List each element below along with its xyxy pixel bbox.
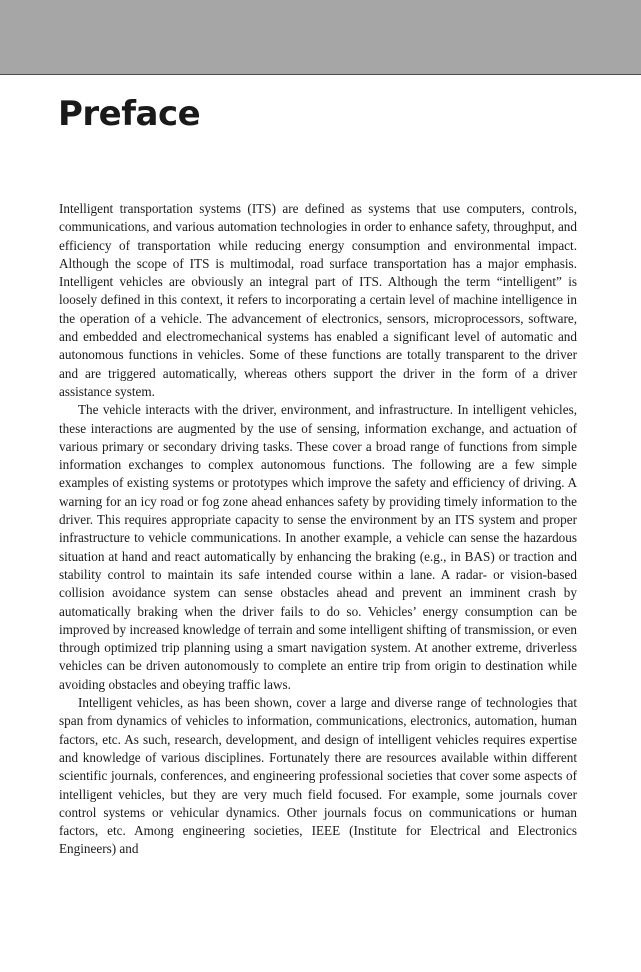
page-header-band (0, 0, 641, 75)
paragraph: The vehicle interacts with the driver, environment, and infrastructure. In intelligent vehicles, these interactions are augmented by the use of sensing, information exchange, and actuation of various primary or secondary driving tasks. These cover a broad range of functions from simple information exchanges to complex autonomous functions. The following are a few simple examples of existing systems or prototypes which improve the safety and efficiency of driving. A warning for an icy road or fog zone ahead enhances safety by providing timely information to the driver. This requires appropriate capacity to sense the environment by an ITS system and proper infrastructure to vehicle communications. In another example, a vehicle can sense the hazardous situation at hand and react automatically by enhancing the braking (e.g., in BAS) or traction and stability control to maintain its safe intended course within a lane. A radar- or vision-based collision avoidance system can sense obstacles ahead and prevent an imminent crash by automatically braking when the driver fails to do so. Vehicles’ energy consumption can be improved by increased knowledge of terrain and some intelligent shifting of transmission, or even through optimized trip planning using a smart navigation system. At another extreme, driverless vehicles can be driven autonomously to complete an entire trip from origin to destination while avoiding obstacles and obeying traffic laws. (59, 402, 577, 692)
preface-body (59, 200, 577, 859)
paragraph: Intelligent vehicles, as has been shown, cover a large and diverse range of technologies that span from dynamics of vehicles to information, communications, electronics, automation, human factors, etc. As such, research, development, and design of intelligent vehicles requires expertise and knowledge of various disciplines. Fortunately there are resources available within different scientific journals, conferences, and engineering professional societies that cover some aspects of intelligent vehicles, but they are very much field focused. For example, some journals cover control systems or vehicular dynamics. Other journals focus on communications or human factors, etc. Among engineering societies, IEEE (Institute for Electrical and Electronics Engineers) and (59, 695, 577, 857)
page-title: Preface (58, 94, 201, 134)
paragraph: Intelligent transportation systems (ITS) are defined as systems that use computers, controls, communications, and various automation technologies in order to enhance safety, throughput, and efficiency of transportation while reducing energy consumption and environmental impact. Although the scope of ITS is multimodal, road surface transportation has a major emphasis. Intelligent vehicles are obviously an integral part of ITS. Although the term “intelligent” is loosely defined in this context, it refers to incorporating a certain level of machine intelligence in the operation of a vehicle. The advancement of electronics, sensors, microprocessors, software, and embedded and electromechanical systems has enabled a significant level of automatic and autonomous functions in vehicles. Some of these functions are totally transparent to the driver and are triggered automatically, whereas others support the driver in the form of a driver assistance system. (59, 201, 577, 399)
